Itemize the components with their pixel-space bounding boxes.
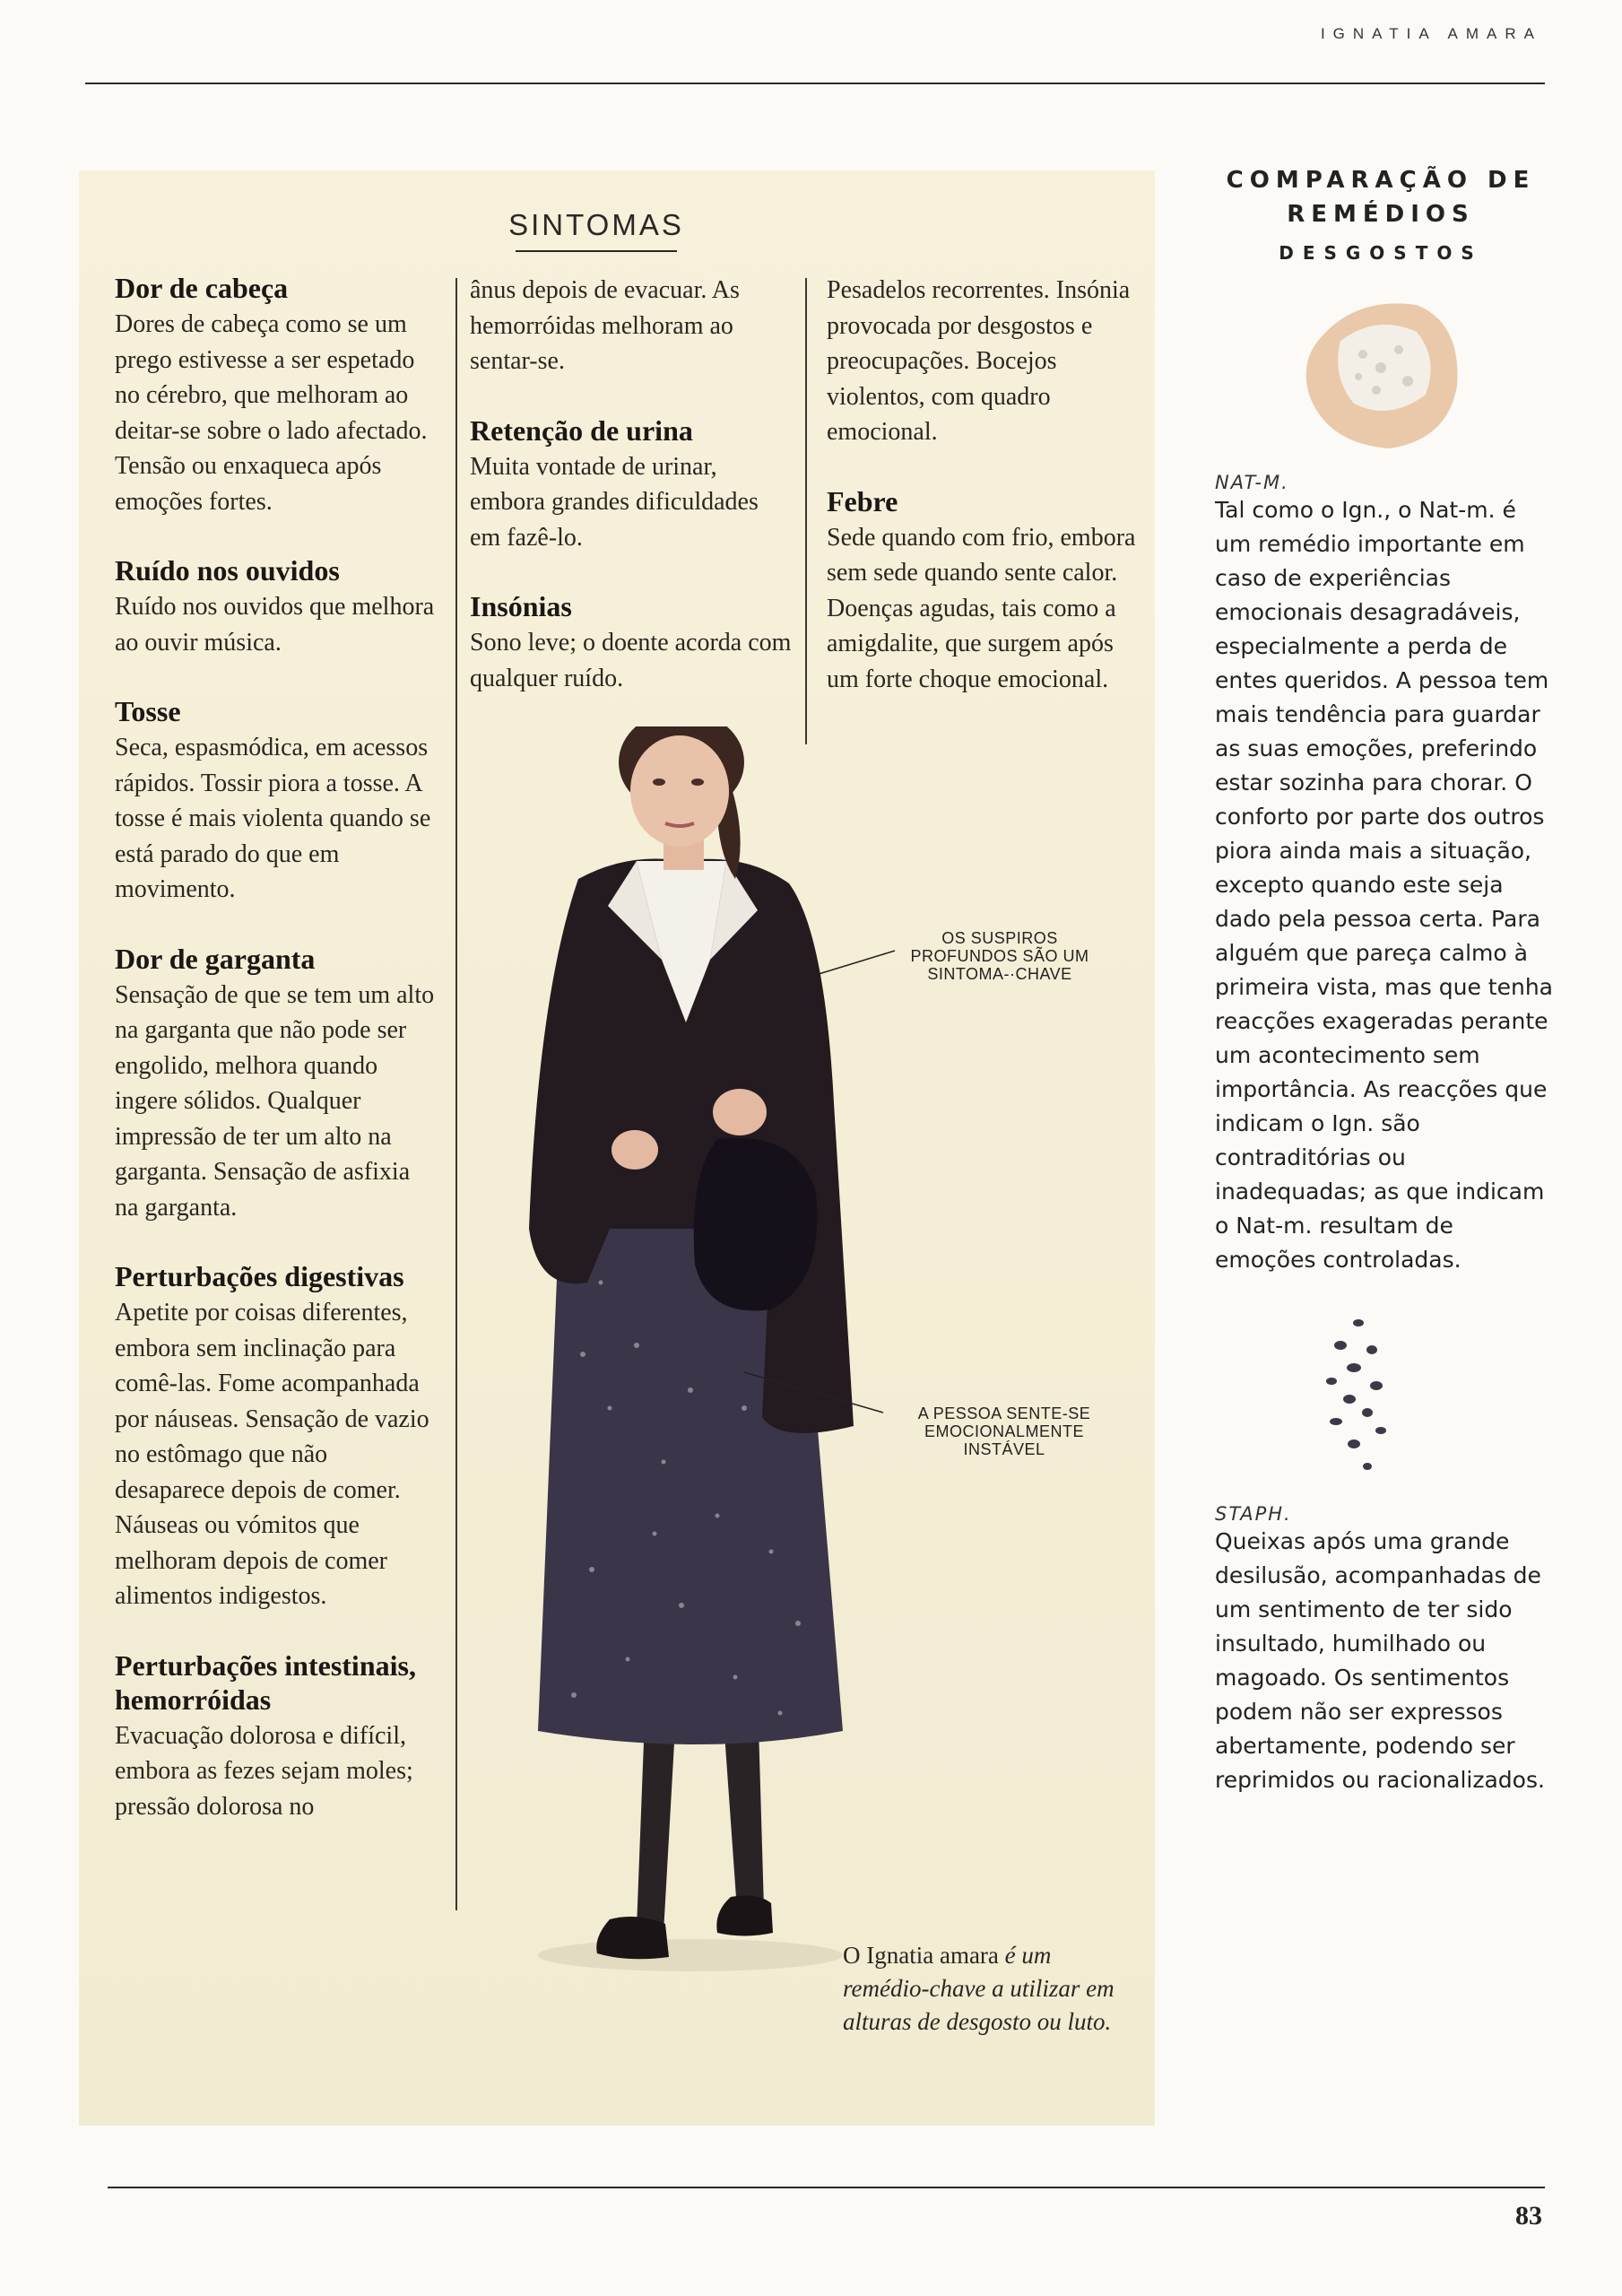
remedy-staph [1215,1503,1556,1797]
page-number: 83 [1515,2201,1542,2231]
callout-sighs: OS SUSPIROS PROFUNDOS SÃO UM SINTOMA-·CHAVE [910,929,1089,983]
comparison-heading: COMPARAÇÃO DE REMÉDIOS [1226,167,1536,228]
figure-caption [843,1939,1130,2039]
symptom-title: Dor de garganta [115,942,316,975]
remedy-description: Queixas após uma grande desilusão, acompanhadas de um sentimento de ter sido insultado, humilhado ou magoado. Os sentimentos podem não ser expressos abertamente, podendo ser reprimidos ou racionalizados. [1215,1528,1545,1793]
symptom-text: Evacuação dolorosa e difícil, embora as fezes sejam moles; pressão dolorosa no [115,1721,413,1821]
remedy-description: Tal como o Ign., o Nat-m. é um remédio importante em caso de experiências emocionais desagradáveis, especialmente a perda de entes queridos. A pessoa tem mais tendência para guardar as suas emoções, preferindo estar sozinha para chorar. O conforto por parte dos outros piora ainda mais a situação, excepto quando este seja dado pela pessoa certa. Para alguém que pareça calmo à primeira vista, mas que tenha reacções exageradas perante um acontecimento sem importância. As reacções que indicam o Ign. são contraditórias ou inadequadas; as que indicam o Nat-m. resultam de emoções controladas. [1215,497,1553,1273]
bottom-rule [108,2187,1545,2188]
symptom-title: Tosse [115,695,181,727]
symptom-text: Sede quando com frio, embora sem sede quando sente calor. Doenças agudas, tais como a amigdalite, que surgem após um forte choque emocional. [827,523,1136,693]
running-title: IGNATIA AMARA [1320,25,1542,42]
symptom-title: Ruído nos ouvidos [115,554,340,587]
symptom-text: ânus depois de evacuar. As hemorróidas melhoram ao sentar-se. [470,276,740,375]
staphysagria-seeds-illustration [1305,1305,1421,1484]
symptom-text: Apetite por coisas diferentes, embora sem inclinação para comê-las. Fome acompanhada por náuseas. Sensação de vazio no estômago que não desaparece depois de comer. Náuseas ou vómitos que melhoram depois de comer alimentos indigestos. [115,1299,429,1610]
symptom-text: Ruído nos ouvidos que melhora ao ouvir música. [115,593,435,657]
symptom-text: Sensação de que se tem um alto na garganta que não pode ser engolido, melhora quando ingere sólidos. Qualquer impressão de ter um alto na garganta. Sensação de asfixia na garganta. [115,980,435,1222]
symptom-text: Dores de cabeça como se um prego estivesse a ser espetado no cérebro, que melhoram ao deitar-se sobre o lado afectado. Tensão ou enxaqueca após emoções fortes. [115,310,428,516]
symptom-title: Perturbações digestivas [115,1260,404,1292]
remedy-abbreviation: STAPH. [1215,1503,1292,1525]
symptom-title: Insónias [470,590,572,622]
symptoms-heading: SINTOMAS [508,208,684,241]
caption-text: é um remédio-chave a utilizar em alturas de desgosto ou luto. [843,1942,1115,2035]
symptom-text: Sono leve; o doente acorda com qualquer ruído. [470,629,792,692]
comparison-subheading: DESGOSTOS [1279,242,1483,264]
symptom-text: Seca, espasmódica, em acessos rápidos. Tossir piora a tosse. A tosse é mais violenta quando se está parado do que em movimento. [115,734,431,903]
symptom-title: Perturbações intestinais, hemorróidas [115,1648,416,1716]
symptom-text: Pesadelos recorrentes. Insónia provocada por desgostos e preocupações. Bocejos violentos, com quadro emocional. [827,276,1131,446]
symptom-text: Muita vontade de urinar, embora grandes dificuldades em fazê-lo. [470,452,759,552]
remedy-abbreviation: NAT-M. [1215,472,1289,493]
symptom-title: Febre [827,484,898,517]
callout-unstable: A PESSOA SENTE-SE EMOCIONALMENTE INSTÁVEL [917,1405,1091,1458]
caption-remedy-name: O Ignatia amara [843,1942,999,1969]
remedy-nat-m [1215,472,1556,1277]
symptom-title: Retenção de urina [470,413,693,447]
symptom-title: Dor de cabeça [115,272,289,304]
salt-crystals-illustration [1291,287,1470,466]
